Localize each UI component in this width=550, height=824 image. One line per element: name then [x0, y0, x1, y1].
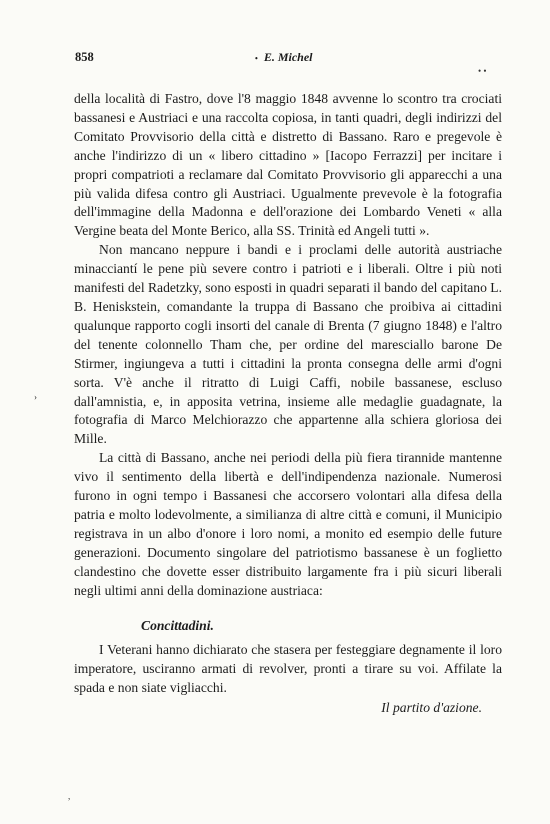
print-speck-top: • • — [478, 66, 487, 76]
print-speck-left: › — [34, 392, 37, 402]
running-head — [255, 50, 312, 65]
body-text — [74, 90, 502, 718]
running-head-author: E. Michel — [263, 50, 313, 64]
pamphlet-signature: Il partito d'azione. — [381, 700, 482, 716]
paragraph-bandi: Non mancano neppure i bandi e i proclami delle autorità austriache minacciantí le pene più severe contro i patrioti e i liberali. Oltre i più noti manifesti del Radetzky, sono esposti in quadri separati il bando del capitano L. B. Heniskstein, comandante la truppa di Bassano che proibiva ai cittadini qualunque rapporto cogli insorti del canale di Brenta (7 giugno 1848) e l'altro del tenente colonnello Tham che, per ordine del maresciallo barone De Stirmer, ingiungeva a tutti i cittadini la pronta consegna delle armi d'ogni sorta. V'è anche il ritratto di Luigi Caffi, nobile bassanese, escluso dall'amnistia, e, in apposita vetrina, insieme alle medaglie guadagnate, la fotografia di Marco Melchiorazzo che appartenne alla schiera gloriosa dei Mille. — [74, 242, 502, 447]
paragraph-fastro: della località di Fastro, dove l'8 maggio 1848 avvenne lo scontro tra crociati bassanesi e Austriaci e una raccolta copiosa, in tanti quadri, degli indirizzi del Comitato Provvisorio della città e distretto di Bassano. Raro e pregevole è anche l'indirizzo di un « libero cittadino » [Iacopo Ferrazzi] per incitare i propri compatrioti a reclamare dal Comitato Provvisorio gli apparecchi a una più valida difesa contro gli Austriaci. Ugualmente prevevole è la fotografia dell'immagine della Madonna e dell'orazione dei Lombardo Veneti « alla Vergine beata del Monte Berico, alla SS. Trinità ed Angeli tutti ». — [74, 91, 502, 239]
page-number: 858 — [75, 50, 94, 64]
header-bullet: • — [255, 54, 258, 63]
print-speck-bottom: , — [68, 791, 71, 801]
pamphlet-body: I Veterani hanno dichiarato che stasera per festeggiare degnamente il loro imperatore, usciranno armati di revolver, pronti a tirare su voi. Affilate la spada e non siate vigliacchi. — [74, 642, 502, 696]
page-header — [75, 50, 495, 66]
pamphlet-address: Concittadini. — [141, 618, 214, 634]
paragraph-bassano: La città di Bassano, anche nei periodi della più fiera tirannide mantenne vivo il sentimento della libertà e dell'indipendenza nazionale. Numerosi furono in ogni tempo i Bassanesi che accorsero volontari alla difesa della patria e molto lodevolmente, a similianza di altre città e comuni, il Municipio registrava in un albo d'onore i loro nomi, a monito ed esempio delle future generazioni. Documento singolare del patriotismo bassanese è un foglietto clandestino che dovette esser distribuito largamente fra i più sicuri liberali negli ultimi anni della dominazione austriaca: — [74, 450, 502, 598]
